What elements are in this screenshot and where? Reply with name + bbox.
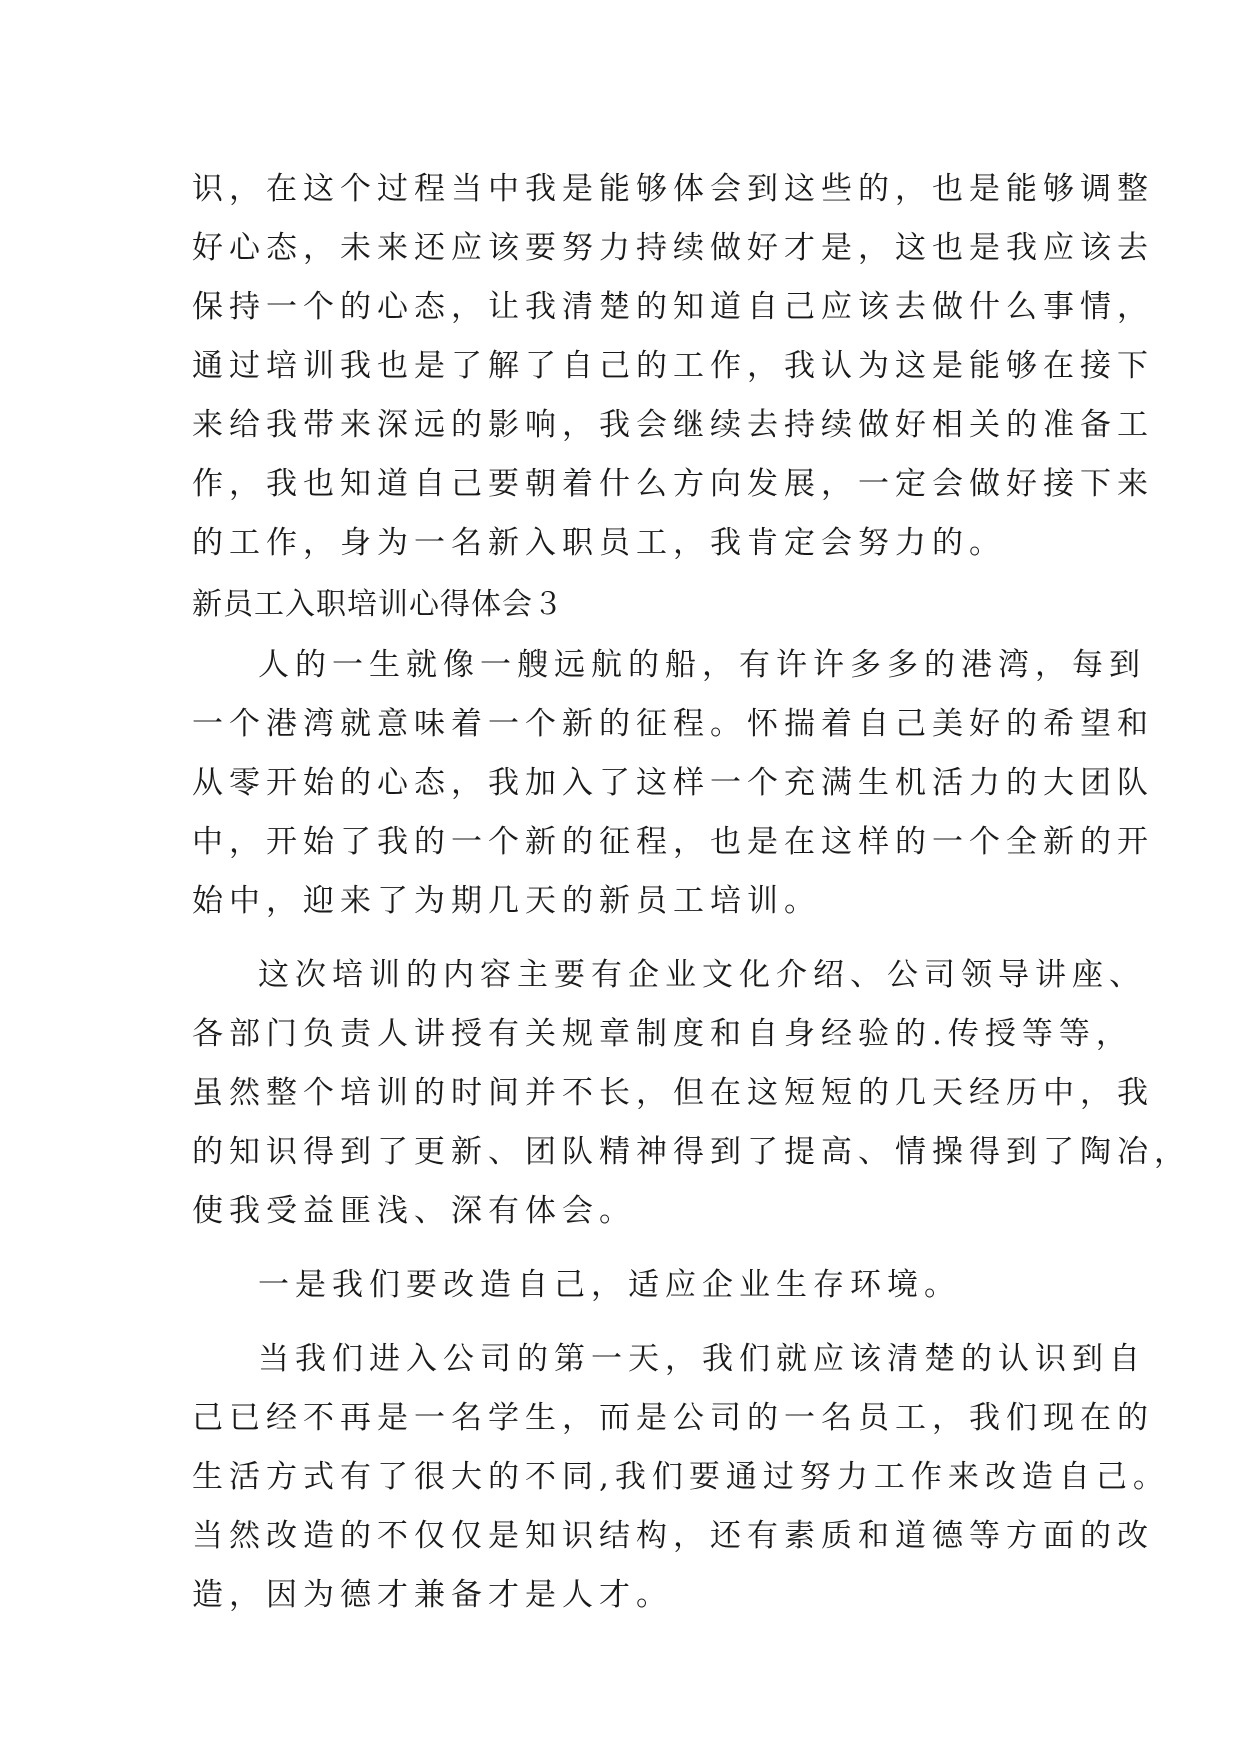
text-line: 虽然整个培训的时间并不长，但在这短短的几天经历中，我 (192, 1075, 1154, 1111)
text-line: 这次培训的内容主要有企业文化介绍、公司领导讲座、 (258, 957, 1146, 993)
text-line: 中，开始了我的一个新的征程，也是在这样的一个全新的开 (192, 824, 1154, 860)
paragraph-gap (192, 1315, 1062, 1330)
text-line: 一是我们要改造自己，适应企业生存环境。 (258, 1267, 961, 1303)
text-line: 通过培训我也是了解了自己的工作，我认为这是能够在接下 (192, 348, 1154, 384)
text-line: 的工作，身为一名新入职员工，我肯定会努力的。 (192, 525, 1006, 561)
text-line: 各部门负责人讲授有关规章制度和自身经验的.传授等等， (192, 1016, 1133, 1052)
text-line: 一个港湾就意味着一个新的征程。怀揣着自己美好的希望和 (192, 706, 1154, 742)
section-heading: 新员工入职培训心得体会３ (192, 587, 564, 622)
paragraph-1 (192, 636, 1154, 931)
text-line: 使我受益匪浅、深有体会。 (192, 1193, 636, 1229)
text-line: 识，在这个过程当中我是能够体会到这些的，也是能够调整 (192, 171, 1154, 207)
text-line: 造，因为德才兼备才是人才。 (192, 1577, 673, 1613)
paragraph-3 (192, 1256, 1062, 1315)
paragraph-4 (192, 1330, 1170, 1625)
paragraph-gap (192, 931, 1062, 946)
text-line: 始中，迎来了为期几天的新员工培训。 (192, 883, 821, 919)
text-line: 从零开始的心态，我加入了这样一个充满生机活力的大团队 (192, 765, 1154, 801)
text-line: 好心态，未来还应该要努力持续做好才是，这也是我应该去 (192, 230, 1154, 266)
text-line: 保持一个的心态，让我清楚的知道自己应该去做什么事情， (192, 289, 1154, 325)
text-line: 人的一生就像一艘远航的船，有许许多多的港湾，每到 (258, 647, 1146, 683)
text-line: 当然改造的不仅仅是知识结构，还有素质和道德等方面的改 (192, 1518, 1154, 1554)
text-line: 来给我带来深远的影响，我会继续去持续做好相关的准备工 (192, 407, 1154, 443)
paragraph-2 (192, 946, 1191, 1241)
continuation-paragraph (192, 160, 1154, 573)
paragraph-gap (192, 1241, 1062, 1256)
text-line: 作，我也知道自己要朝着什么方向发展，一定会做好接下来 (192, 466, 1154, 502)
text-line: 的知识得到了更新、团队精神得到了提高、情操得到了陶冶， (192, 1134, 1191, 1170)
text-line: 生活方式有了很大的不同,我们要通过努力工作来改造自己。 (192, 1459, 1170, 1495)
text-line: 当我们进入公司的第一天，我们就应该清楚的认识到自 (258, 1341, 1146, 1377)
text-line: 己已经不再是一名学生，而是公司的一名员工，我们现在的 (192, 1400, 1154, 1436)
document-body (192, 160, 1191, 1625)
